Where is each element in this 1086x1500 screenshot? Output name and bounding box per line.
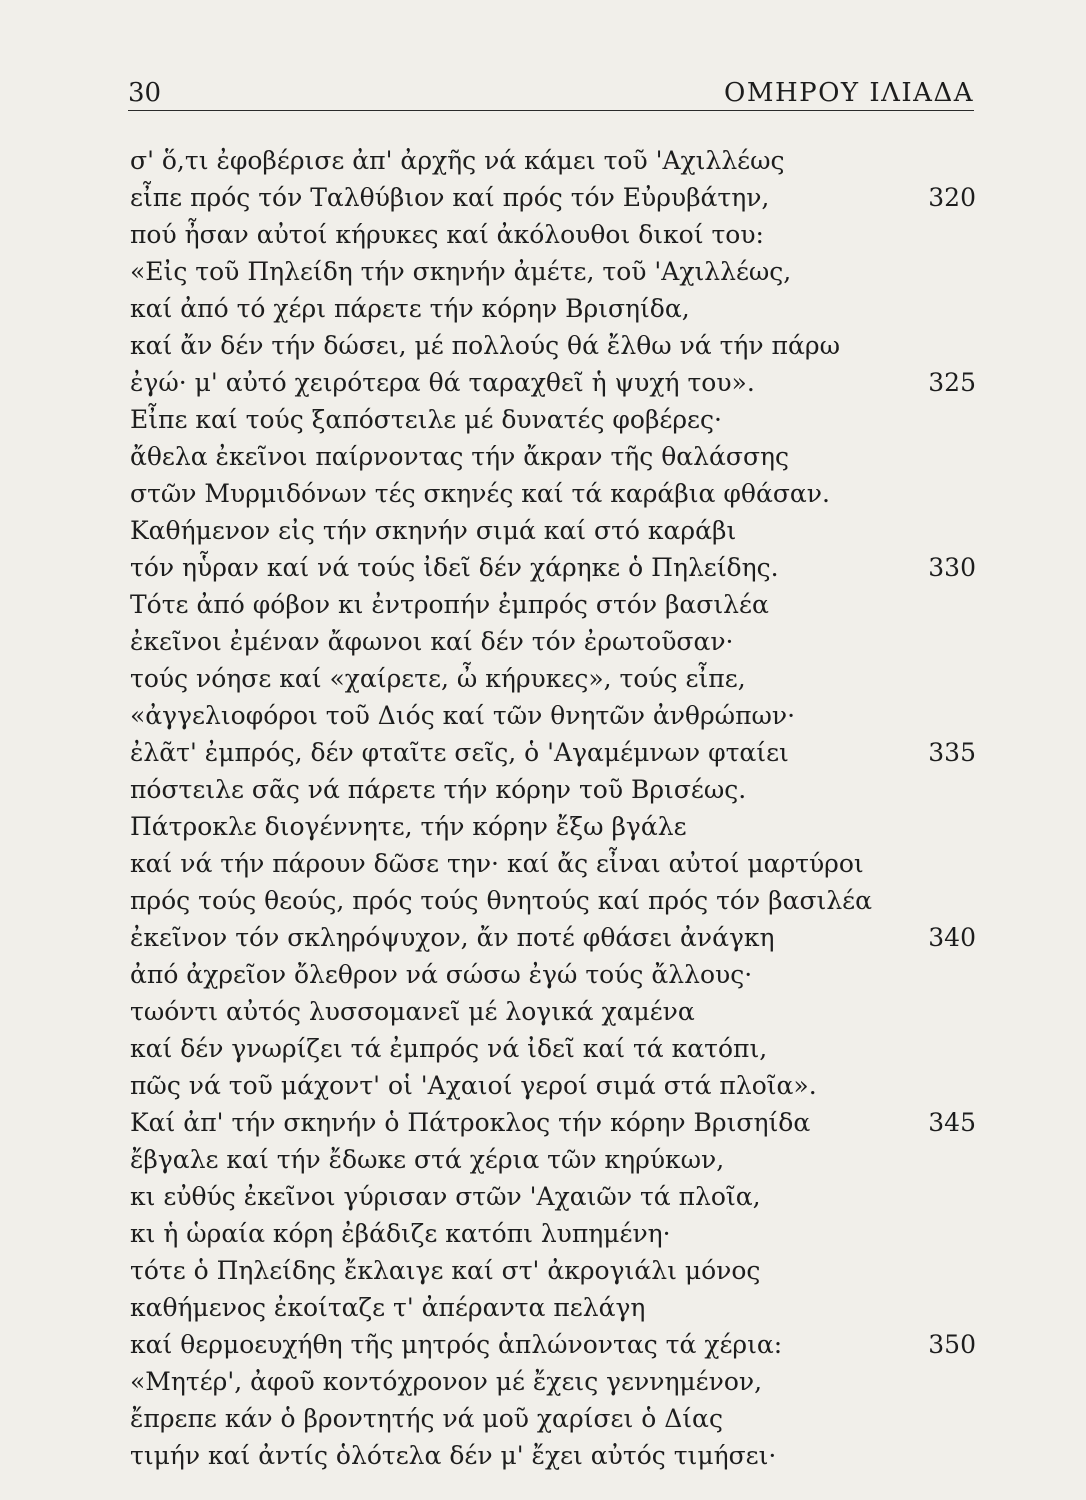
verse-text: στῶν Μυρμιδόνων τές σκηνές καί τά καράβια φθάσαν. [130, 479, 830, 508]
verse-line [130, 1178, 976, 1215]
verse-text: τωόντι αὐτός λυσσομανεῖ μέ λογικά χαμένα [130, 997, 695, 1026]
verse-text: ἐλᾶτ' ἐμπρός, δέν φταῖτε σεῖς, ὁ 'Αγαμέμνων φταίει [130, 738, 789, 767]
verse-text: πού ἦσαν αὐτοί κήρυκες καί ἀκόλουθοι δικοί του: [130, 220, 764, 249]
verse-line [130, 290, 976, 327]
verse-text: Καί ἀπ' τήν σκηνήν ὁ Πάτροκλος τήν κόρην Βρισηίδα [130, 1108, 811, 1137]
line-number: 340 [928, 923, 976, 952]
verse-line [130, 1363, 976, 1400]
verse-text: τούς νόησε καί «χαίρετε, ὦ κήρυκες», τούς εἶπε, [130, 664, 746, 693]
verse-line [130, 549, 976, 586]
verse-line [130, 512, 976, 549]
verse-line [130, 1326, 976, 1363]
verse-line [130, 401, 976, 438]
verse-line [130, 845, 976, 882]
verse-text: εἶπε πρός τόν Ταλθύβιον καί πρός τόν Εὐρυβάτην, [130, 183, 770, 212]
verse-text: καί δέν γνωρίζει τά ἐμπρός νά ἰδεῖ καί τά κατόπι, [130, 1034, 768, 1063]
running-title: ΟΜΗΡΟΥ ΙΛΙΑΔΑ [724, 78, 974, 108]
verse-text: Καθήμενον εἰς τήν σκηνήν σιμά καί στό καράβι [130, 516, 737, 545]
verse-text: τιμήν καί ἀντίς ὁλότελα δέν μ' ἔχει αὐτός τιμήσει· [130, 1441, 777, 1470]
verse-line [130, 1067, 976, 1104]
verse-line [130, 1400, 976, 1437]
line-number: 350 [928, 1330, 976, 1359]
verse-line [130, 660, 976, 697]
verse-line [130, 216, 976, 253]
verse-line [130, 179, 976, 216]
verse-text: «Εἰς τοῦ Πηλείδη τήν σκηνήν ἀμέτε, τοῦ 'Αχιλλέως, [130, 257, 792, 286]
running-header [128, 70, 974, 111]
verse-line [130, 1289, 976, 1326]
verse-text: Πάτροκλε διογέννητε, τήν κόρην ἔξω βγάλε [130, 812, 687, 841]
verse-line [130, 1030, 976, 1067]
verse-line [130, 1437, 976, 1474]
verse-text: ἐκεῖνοι ἐμέναν ἄφωνοι καί δέν τόν ἐρωτοῦσαν· [130, 627, 734, 656]
verse-text: καί νά τήν πάρουν δῶσε την· καί ἄς εἶναι αὐτοί μαρτύροι [130, 849, 864, 878]
verse-line [130, 697, 976, 734]
verse-text: κι εὐθύς ἐκεῖνοι γύρισαν στῶν 'Αχαιῶν τά πλοῖα, [130, 1182, 761, 1211]
verse-line [130, 586, 976, 623]
verse-line [130, 142, 976, 179]
verse-text: ἐγώ· μ' αὐτό χειρότερα θά ταραχθεῖ ἡ ψυχή του». [130, 368, 755, 397]
verse-text: τότε ὁ Πηλείδης ἔκλαιγε καί στ' ἀκρογιάλι μόνος [130, 1256, 761, 1285]
verse-text: τόν ηὗραν καί νά τούς ἰδεῖ δέν χάρηκε ὁ Πηλείδης. [130, 553, 779, 582]
verse-line [130, 475, 976, 512]
verse-text: ἔπρεπε κάν ὁ βροντητής νά μοῦ χαρίσει ὁ Δίας [130, 1404, 723, 1433]
line-number: 320 [928, 183, 976, 212]
verse-text: ἐκεῖνον τόν σκληρόψυχον, ἄν ποτέ φθάσει ἀνάγκη [130, 923, 775, 952]
verse-line [130, 808, 976, 845]
line-number: 335 [928, 738, 976, 767]
verse-line [130, 993, 976, 1030]
verse-text: καί ἀπό τό χέρι πάρετε τήν κόρην Βρισηίδα, [130, 294, 690, 323]
verse-line [130, 623, 976, 660]
verse-text: σ' ὅ,τι ἐφοβέρισε ἀπ' ἀρχῆς νά κάμει τοῦ 'Αχιλλέως [130, 146, 785, 175]
verse-text: ἄθελα ἐκεῖνοι παίρνοντας τήν ἄκραν τῆς θαλάσσης [130, 442, 789, 471]
verse-line [130, 253, 976, 290]
verse-line [130, 956, 976, 993]
verse-line [130, 438, 976, 475]
verse-text: ἀπό ἀχρεῖον ὄλεθρον νά σώσω ἐγώ τούς ἄλλους· [130, 960, 753, 989]
verse-text: καί θερμοευχήθη τῆς μητρός ἁπλώνοντας τά χέρια: [130, 1330, 783, 1359]
verse-text: Τότε ἀπό φόβον κι ἐντροπήν ἐμπρός στόν βασιλέα [130, 590, 769, 619]
verse-line [130, 364, 976, 401]
verse-line [130, 882, 976, 919]
verse-text: πῶς νά τοῦ μάχοντ' οἱ 'Αχαιοί γεροί σιμά στά πλοῖα». [130, 1071, 817, 1100]
verse-line [130, 1215, 976, 1252]
verse-text: κι ἡ ὡραία κόρη ἐβάδιζε κατόπι λυπημένη· [130, 1219, 671, 1248]
verse-line [130, 1141, 976, 1178]
verse-text: πόστειλε σᾶς νά πάρετε τήν κόρην τοῦ Βρισέως. [130, 775, 747, 804]
line-number: 325 [928, 368, 976, 397]
verse-text: Εἶπε καί τούς ξαπόστειλε μέ δυνατές φοβέρες· [130, 405, 722, 434]
verse-block [130, 142, 976, 1474]
verse-line [130, 1104, 976, 1141]
verse-text: ἔβγαλε καί τήν ἔδωκε στά χέρια τῶν κηρύκων, [130, 1145, 725, 1174]
line-number: 330 [928, 553, 976, 582]
verse-line [130, 1252, 976, 1289]
verse-line [130, 327, 976, 364]
verse-text: καί ἄν δέν τήν δώσει, μέ πολλούς θά ἔλθω νά τήν πάρω [130, 331, 840, 360]
line-number: 345 [928, 1108, 976, 1137]
verse-line [130, 734, 976, 771]
verse-line [130, 919, 976, 956]
verse-line [130, 771, 976, 808]
verse-text: καθήμενος ἐκοίταζε τ' ἀπέραντα πελάγη [130, 1293, 646, 1322]
page-number: 30 [128, 78, 162, 108]
verse-text: «Μητέρ', ἀφοῦ κοντόχρονον μέ ἔχεις γεννημένον, [130, 1367, 763, 1396]
verse-text: πρός τούς θεούς, πρός τούς θνητούς καί πρός τόν βασιλέα [130, 886, 873, 915]
verse-text: «ἀγγελιοφόροι τοῦ Διός καί τῶν θνητῶν ἀνθρώπων· [130, 701, 796, 730]
